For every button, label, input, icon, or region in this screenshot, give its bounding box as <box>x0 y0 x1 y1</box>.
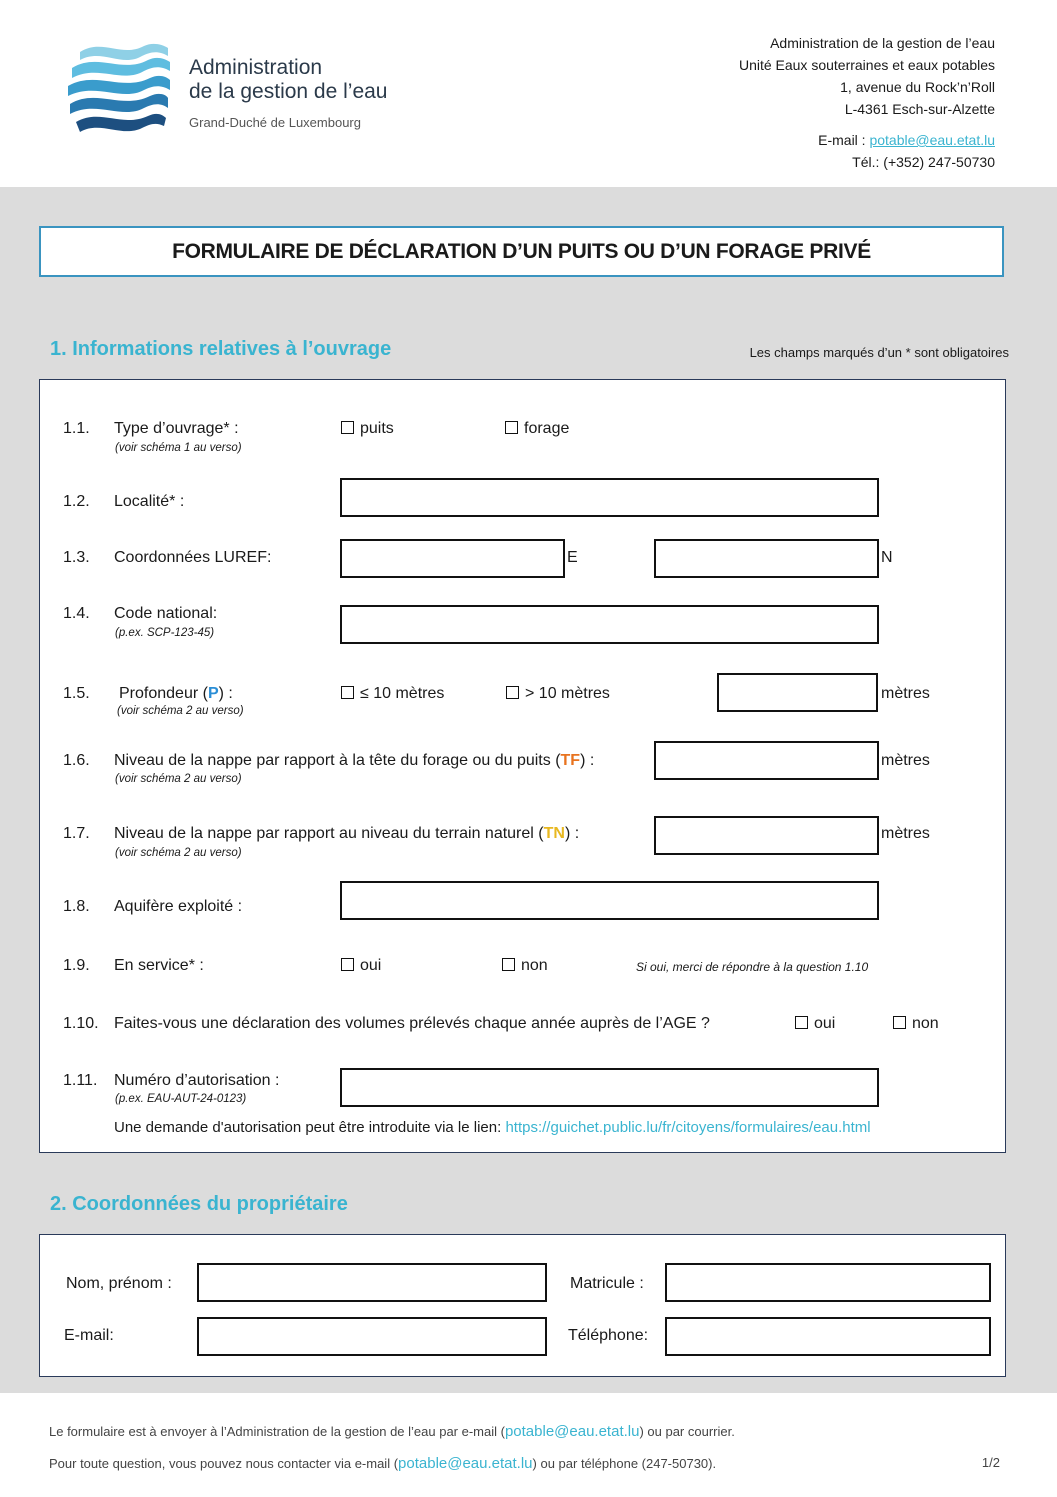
puits-option[interactable] <box>341 420 394 438</box>
q1-2-number: 1.2. <box>63 493 90 510</box>
declaration-non-option[interactable] <box>893 1015 939 1033</box>
q1-11-label: Numéro d’autorisation : <box>114 1072 280 1089</box>
coord-n-label: N <box>881 549 893 566</box>
aquifere-field[interactable] <box>340 881 879 920</box>
section-2-title: 2. Coordonnées du propriétaire <box>50 1193 348 1215</box>
logo-text-line1: Administration <box>189 56 323 79</box>
address-line: Administration de la gestion de l’eau <box>770 35 995 51</box>
q1-1-number: 1.1. <box>63 420 90 437</box>
q1-8-label: Aquifère exploité : <box>114 898 243 915</box>
q1-9-number: 1.9. <box>63 957 90 974</box>
address-line: L-4361 Esch-sur-Alzette <box>844 101 995 117</box>
tf-letter: TF <box>560 752 581 769</box>
q1-6-number: 1.6. <box>63 752 90 769</box>
q1-10-number: 1.10. <box>63 1015 99 1032</box>
depth-le-10-option[interactable] <box>341 685 444 703</box>
q1-7-hint: (voir schéma 2 au verso) <box>115 847 242 859</box>
q1-6-hint: (voir schéma 2 au verso) <box>115 773 242 785</box>
declaration-oui-checkbox[interactable] <box>795 1016 808 1029</box>
q1-10-label: Faites-vous une déclaration des volumes prélevés chaque année auprès de l’AGE ? <box>114 1015 710 1032</box>
autorisation-link-line <box>114 1119 871 1136</box>
q1-3-label: Coordonnées LUREF: <box>114 549 272 566</box>
declaration-non-label: non <box>912 1015 939 1032</box>
footer-line-2 <box>49 1455 716 1472</box>
q1-11-number: 1.11. <box>63 1072 98 1089</box>
coord-n-field[interactable] <box>654 539 879 578</box>
postal-address <box>739 32 995 120</box>
name-field[interactable] <box>197 1263 547 1302</box>
section-1-title: 1. Informations relatives à l’ouvrage <box>50 338 392 360</box>
q1-4-number: 1.4. <box>63 605 90 622</box>
service-non-checkbox[interactable] <box>502 958 515 971</box>
logo-text-line2: de la gestion de l’eau <box>189 80 388 103</box>
owner-email-label: E-mail: <box>64 1327 114 1344</box>
q1-9-label: En service* : <box>114 957 204 974</box>
q1-1-hint: (voir schéma 1 au verso) <box>115 442 242 454</box>
q1-4-hint: (p.ex. SCP-123-45) <box>115 627 215 639</box>
form-title: FORMULAIRE DE DÉCLARATION D’UN PUITS OU D’UN FORAGE PRIVÉ <box>39 226 1004 277</box>
guichet-link[interactable]: https://guichet.public.lu/fr/citoyens/formulaires/eau.html <box>505 1119 871 1136</box>
q1-7-label-pre: Niveau de la nappe par rapport au niveau du terrain naturel ( <box>114 825 544 842</box>
service-non-label: non <box>521 957 548 974</box>
q1-7-number: 1.7. <box>63 825 90 842</box>
level-tf-unit: mètres <box>881 752 930 769</box>
q1-5-label <box>119 685 233 703</box>
matricule-label: Matricule : <box>570 1275 644 1292</box>
q1-5-hint: (voir schéma 2 au verso) <box>117 705 244 717</box>
level-tf-field[interactable] <box>654 741 879 780</box>
q1-5-number: 1.5. <box>63 685 90 702</box>
email-label: E-mail : <box>818 132 870 148</box>
footer-line-1-pre: Le formulaire est à envoyer à l’Administration de la gestion de l’eau par e-mail ( <box>49 1424 505 1439</box>
q1-6-label-post: ) : <box>580 752 595 769</box>
forage-option[interactable] <box>505 420 569 438</box>
depth-unit: mètres <box>881 685 930 702</box>
puits-checkbox[interactable] <box>341 421 354 434</box>
depth-gt-10-label: > 10 mètres <box>525 685 610 702</box>
q1-6-label-pre: Niveau de la nappe par rapport à la tête du forage ou du puits ( <box>114 752 561 769</box>
footer-line-2-post: ) ou par téléphone (247-50730). <box>532 1456 717 1471</box>
tn-letter: TN <box>543 825 565 842</box>
declaration-oui-label: oui <box>814 1015 836 1032</box>
footer-line-2-pre: Pour toute question, vous pouvez nous contacter via e-mail ( <box>49 1456 399 1471</box>
link-intro: Une demande d'autorisation peut être introduite via le lien: <box>114 1119 506 1136</box>
footer-line-1-post: ) ou par courrier. <box>639 1424 735 1439</box>
q1-1-label: Type d’ouvrage* : <box>114 420 239 437</box>
declaration-oui-option[interactable] <box>795 1015 835 1033</box>
q1-8-number: 1.8. <box>63 898 90 915</box>
forage-checkbox[interactable] <box>505 421 518 434</box>
puits-label: puits <box>360 420 394 437</box>
forage-label: forage <box>524 420 570 437</box>
contact-info <box>818 129 995 173</box>
water-waves-logo-icon <box>62 38 172 148</box>
coord-e-field[interactable] <box>340 539 565 578</box>
matricule-field[interactable] <box>665 1263 991 1302</box>
depth-gt-10-checkbox[interactable] <box>506 686 519 699</box>
phone-field[interactable] <box>665 1317 991 1356</box>
footer-line-1 <box>49 1423 735 1440</box>
level-tn-unit: mètres <box>881 825 930 842</box>
code-national-field[interactable] <box>340 605 879 644</box>
q1-5-label-post: ) : <box>218 685 233 702</box>
email-link[interactable]: potable@eau.etat.lu <box>869 132 995 148</box>
phone-label: Téléphone: <box>568 1327 649 1344</box>
owner-email-field[interactable] <box>197 1317 547 1356</box>
q1-7-label <box>114 825 579 843</box>
depth-field[interactable] <box>717 673 878 712</box>
mandatory-note: Les champs marqués d’un * sont obligatoires <box>749 345 1009 360</box>
address-line: Unité Eaux souterraines et eaux potables <box>738 57 995 73</box>
coord-e-label: E <box>567 549 578 566</box>
service-oui-label: oui <box>360 957 382 974</box>
page-number: 1/2 <box>981 1455 1000 1470</box>
autorisation-field[interactable] <box>340 1068 879 1107</box>
p-letter: P <box>207 685 219 702</box>
q1-5-label-pre: Profondeur ( <box>119 685 208 702</box>
depth-le-10-label: ≤ 10 mètres <box>360 685 445 702</box>
footer-email-link-2[interactable]: potable@eau.etat.lu <box>398 1455 533 1472</box>
localite-field[interactable] <box>340 478 879 517</box>
declaration-non-checkbox[interactable] <box>893 1016 906 1029</box>
footer-email-link-1[interactable]: potable@eau.etat.lu <box>504 1423 640 1440</box>
service-non-option[interactable] <box>502 957 548 975</box>
service-oui-checkbox[interactable] <box>341 958 354 971</box>
q1-9-note: Si oui, merci de répondre à la question 1.10 <box>636 960 869 974</box>
q1-2-label: Localité* : <box>114 493 185 510</box>
depth-gt-10-option[interactable] <box>506 685 610 703</box>
level-tn-field[interactable] <box>654 816 879 855</box>
depth-le-10-checkbox[interactable] <box>341 686 354 699</box>
q1-6-label <box>114 752 594 770</box>
address-line: 1, avenue du Rock’n’Roll <box>840 79 995 95</box>
q1-4-label: Code national: <box>114 605 218 622</box>
q1-3-number: 1.3. <box>63 549 90 566</box>
name-label: Nom, prénom : <box>66 1275 172 1292</box>
phone-number: Tél.: (+352) 247-50730 <box>852 154 995 170</box>
q1-11-hint: (p.ex. EAU-AUT-24-0123) <box>115 1093 247 1105</box>
q1-7-label-post: ) : <box>564 825 580 842</box>
service-oui-option[interactable] <box>341 957 381 975</box>
logo-subtitle: Grand-Duché de Luxembourg <box>189 115 361 130</box>
